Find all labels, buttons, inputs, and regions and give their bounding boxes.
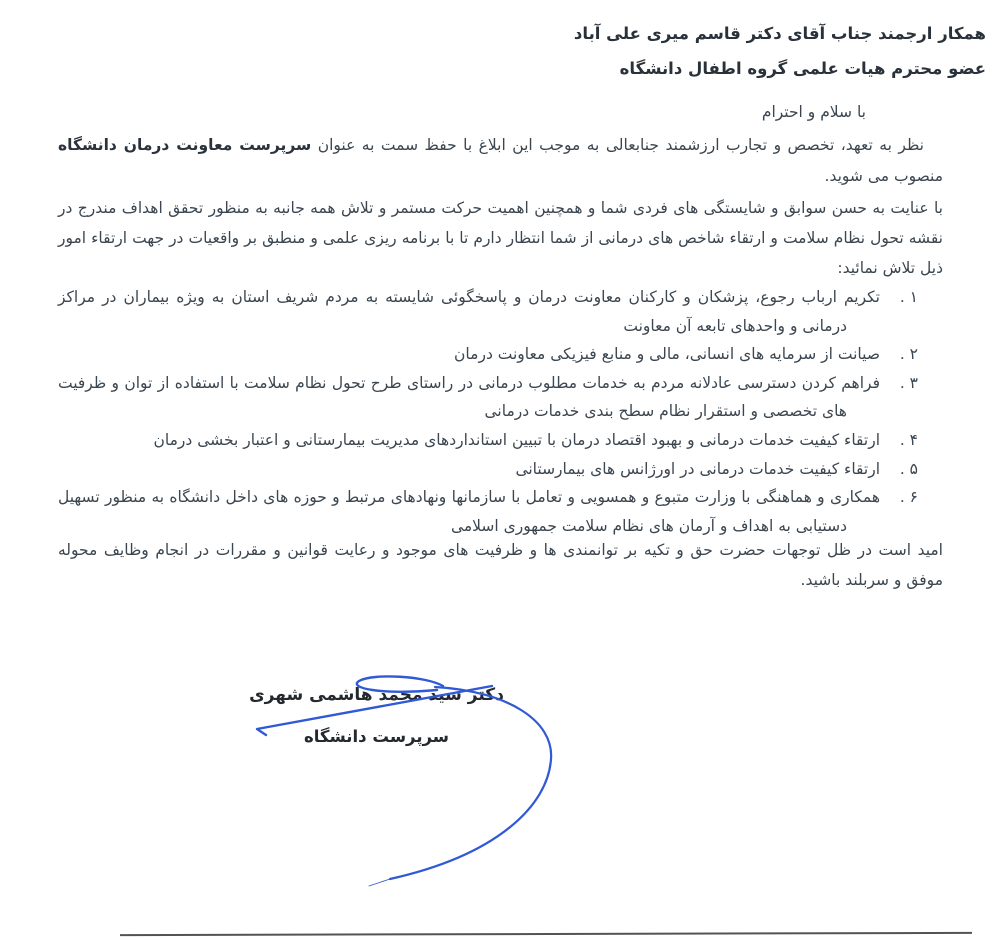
duty-number-5: ۵ . — [899, 459, 918, 478]
salutation: با سلام و احترام — [761, 103, 866, 121]
recipient-name-line: همکار ارجمند جناب آقای دکتر قاسم میری علی آباد — [573, 24, 986, 43]
appointment-paragraph — [58, 130, 943, 192]
duty-text-3: فراهم کردن دسترسی عادلانه مردم به خدمات مطلوب درمانی در راستای طرح تحول نظام سلامت با استفاده از توان و ظرفیت های تخصصی و استقرار نظام سطح بندی خدمات درمانی — [58, 373, 880, 421]
duty-item-5 — [58, 455, 918, 484]
appointment-outro-text: منصوب می شوید. — [824, 167, 943, 185]
signer-title: سرپرست دانشگاه — [303, 727, 450, 746]
recipient-role-line: عضو محترم هیات علمی گروه اطفال دانشگاه — [619, 59, 986, 78]
duty-number-2: ۲ . — [899, 345, 918, 364]
appointment-intro-text: نظر به تعهد، تخصص و تجارب ارزشمند جنابعالی به موجب این ابلاغ با حفظ سمت به عنوان — [311, 136, 924, 154]
duty-number-1: ۱ . — [899, 288, 918, 306]
duty-text-5: ارتقاء کیفیت خدمات درمانی در اورژانس های بیمارستانی — [515, 459, 880, 478]
duty-text-4: ارتقاء کیفیت خدمات درمانی و بهبود اقتصاد درمان با تبیین استانداردهای مدیریت بیمارستانی و اعتبار بخشی درمان — [153, 430, 880, 449]
appointment-position-title: سرپرست معاونت درمان دانشگاه — [58, 136, 312, 154]
duties-list — [58, 283, 918, 540]
signature-block — [233, 680, 520, 752]
duty-text-2: صیانت از سرمایه های انسانی، مالی و منابع فیزیکی معاونت درمان — [454, 345, 880, 364]
duty-number-4: ۴ . — [899, 430, 918, 449]
duty-number-6: ۶ . — [899, 488, 918, 507]
duty-item-2 — [58, 340, 918, 369]
footer-rule — [120, 932, 972, 936]
recipient-block — [60, 16, 986, 86]
duty-text-1: تکریم ارباب رجوع، پزشکان و کارکنان معاونت درمان و پاسخگوئی شایسته به مردم شریف استان به ویژه بیماران در مراکز درمانی و واحدهای تابعه آن معاونت — [58, 288, 880, 335]
closing-paragraph: امید است در ظل توجهات حضرت حق و تکیه بر توانمندی ها و ظرفیت های موجود و رعایت قوانین و مقررات در انجام وظایف محوله موفق و سربلند باشید. — [58, 541, 943, 589]
duty-item-3 — [58, 369, 918, 426]
signer-name: دکتر سید محمد هاشمی شهری — [249, 685, 504, 705]
duty-item-6 — [58, 483, 918, 540]
expectations-paragraph: با عنایت به حسن سوابق و شایستگی های فردی شما و همچنین اهمیت حرکت مستمر و تلاش همه جانبه به منظور تحقق اهداف مندرج در نقشه تحول نظام سلامت و ارتقاء شاخص های درمانی از شما انتظار دارم تا با برنامه ریزی علمی و منطبق بر واقعیات در جهت ارتقاء امور ذیل تلاش نمائید: — [58, 199, 943, 277]
duty-item-4 — [58, 426, 918, 455]
duty-item-1 — [58, 283, 918, 340]
duty-text-6: همکاری و هماهنگی با وزارت متبوع و همسویی و تعامل با سازمانها ونهادهای مرتبط و حوزه های داخل دانشگاه به منظور تسهیل دستیابی به اهداف و آرمان های نظام سلامت جمهوری اسلامی — [58, 488, 880, 535]
duty-number-3: ۳ . — [899, 373, 918, 392]
